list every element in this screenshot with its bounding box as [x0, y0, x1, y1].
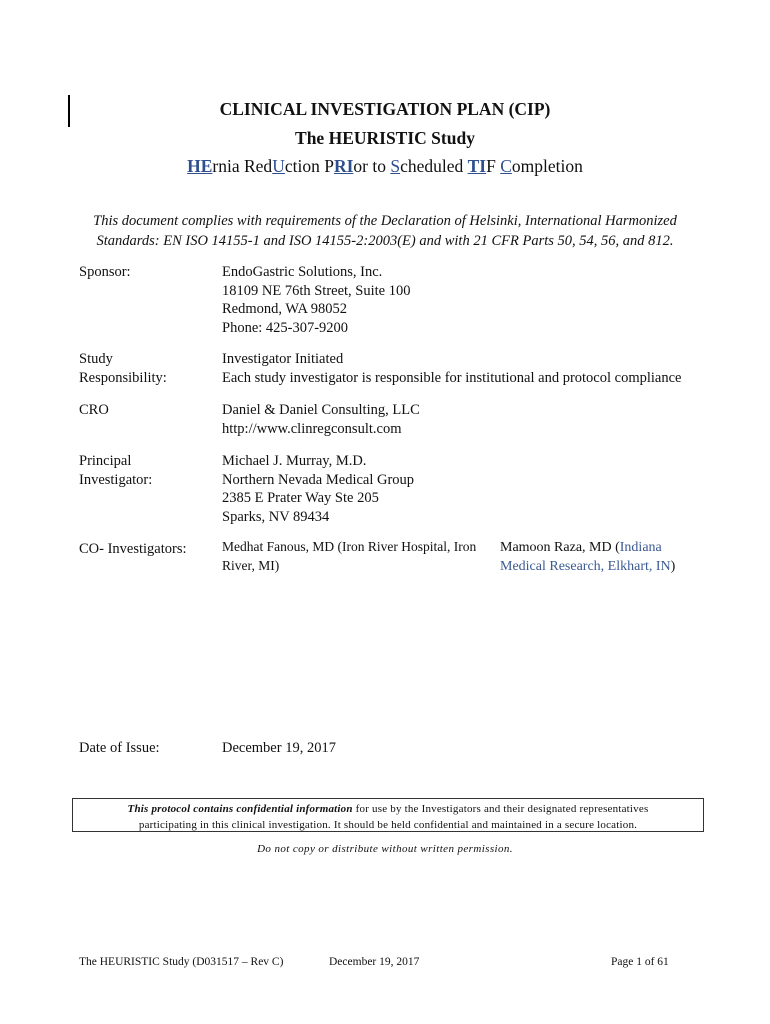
sponsor-value: EndoGastric Solutions, Inc. 18109 NE 76th Street, Suite 100 Redmond, WA 98052 Phone: 425-307-9200: [222, 264, 411, 336]
confidentiality-notice: This protocol contains confidential information for use by the Investigators and their designated representatives participating in this clinical investigation. It should be held confidential and maintained in a secure location.: [72, 798, 704, 832]
study-acronym-expansion: HErnia RedUction PRIor to Scheduled TIF Completion: [187, 156, 583, 176]
sponsor-label: Sponsor:: [79, 264, 131, 280]
footer-page-number: Page 1 of 61: [611, 956, 669, 968]
no-copy-notice: Do not copy or distribute without written permission.: [257, 843, 513, 855]
study-responsibility-value: Investigator Initiated Each study investigator is responsible for institutional and protocol compliance: [222, 351, 682, 386]
cro-label: CRO: [79, 402, 109, 418]
study-name: The HEURISTIC Study: [295, 128, 475, 148]
study-responsibility-label: Study Responsibility:: [79, 351, 167, 386]
compliance-statement: This document complies with requirements of the Declaration of Helsinki, International Harmonized Standards: EN ISO 14155-1 and ISO 14155-2:2003(E) and with 21 CFR Parts 50, 54, 56, and 812.: [93, 213, 677, 249]
principal-investigator-value: Michael J. Murray, M.D. Northern Nevada Medical Group 2385 E Prater Way Ste 205 Sparks, NV 89434: [222, 453, 415, 525]
co-investigator-1: Medhat Fanous, MD (Iron River Hospital, Iron River, MI): [222, 539, 477, 573]
principal-investigator-label: Principal Investigator:: [79, 453, 153, 488]
title-block: [0, 98, 770, 177]
cro-value: Daniel & Daniel Consulting, LLC http://www.clinregconsult.com: [222, 402, 420, 437]
footer-doc-id: The HEURISTIC Study (D031517 – Rev C): [79, 956, 284, 968]
document-title: CLINICAL INVESTIGATION PLAN (CIP): [219, 99, 551, 119]
date-of-issue-label: Date of Issue:: [79, 740, 160, 756]
date-of-issue-value: December 19, 2017: [222, 740, 336, 756]
co-investigators-label: CO- Investigators:: [79, 541, 187, 557]
footer-date: December 19, 2017: [329, 956, 420, 968]
co-investigator-2: Mamoon Raza, MD (Indiana Medical Research, Elkhart, IN): [500, 540, 676, 574]
